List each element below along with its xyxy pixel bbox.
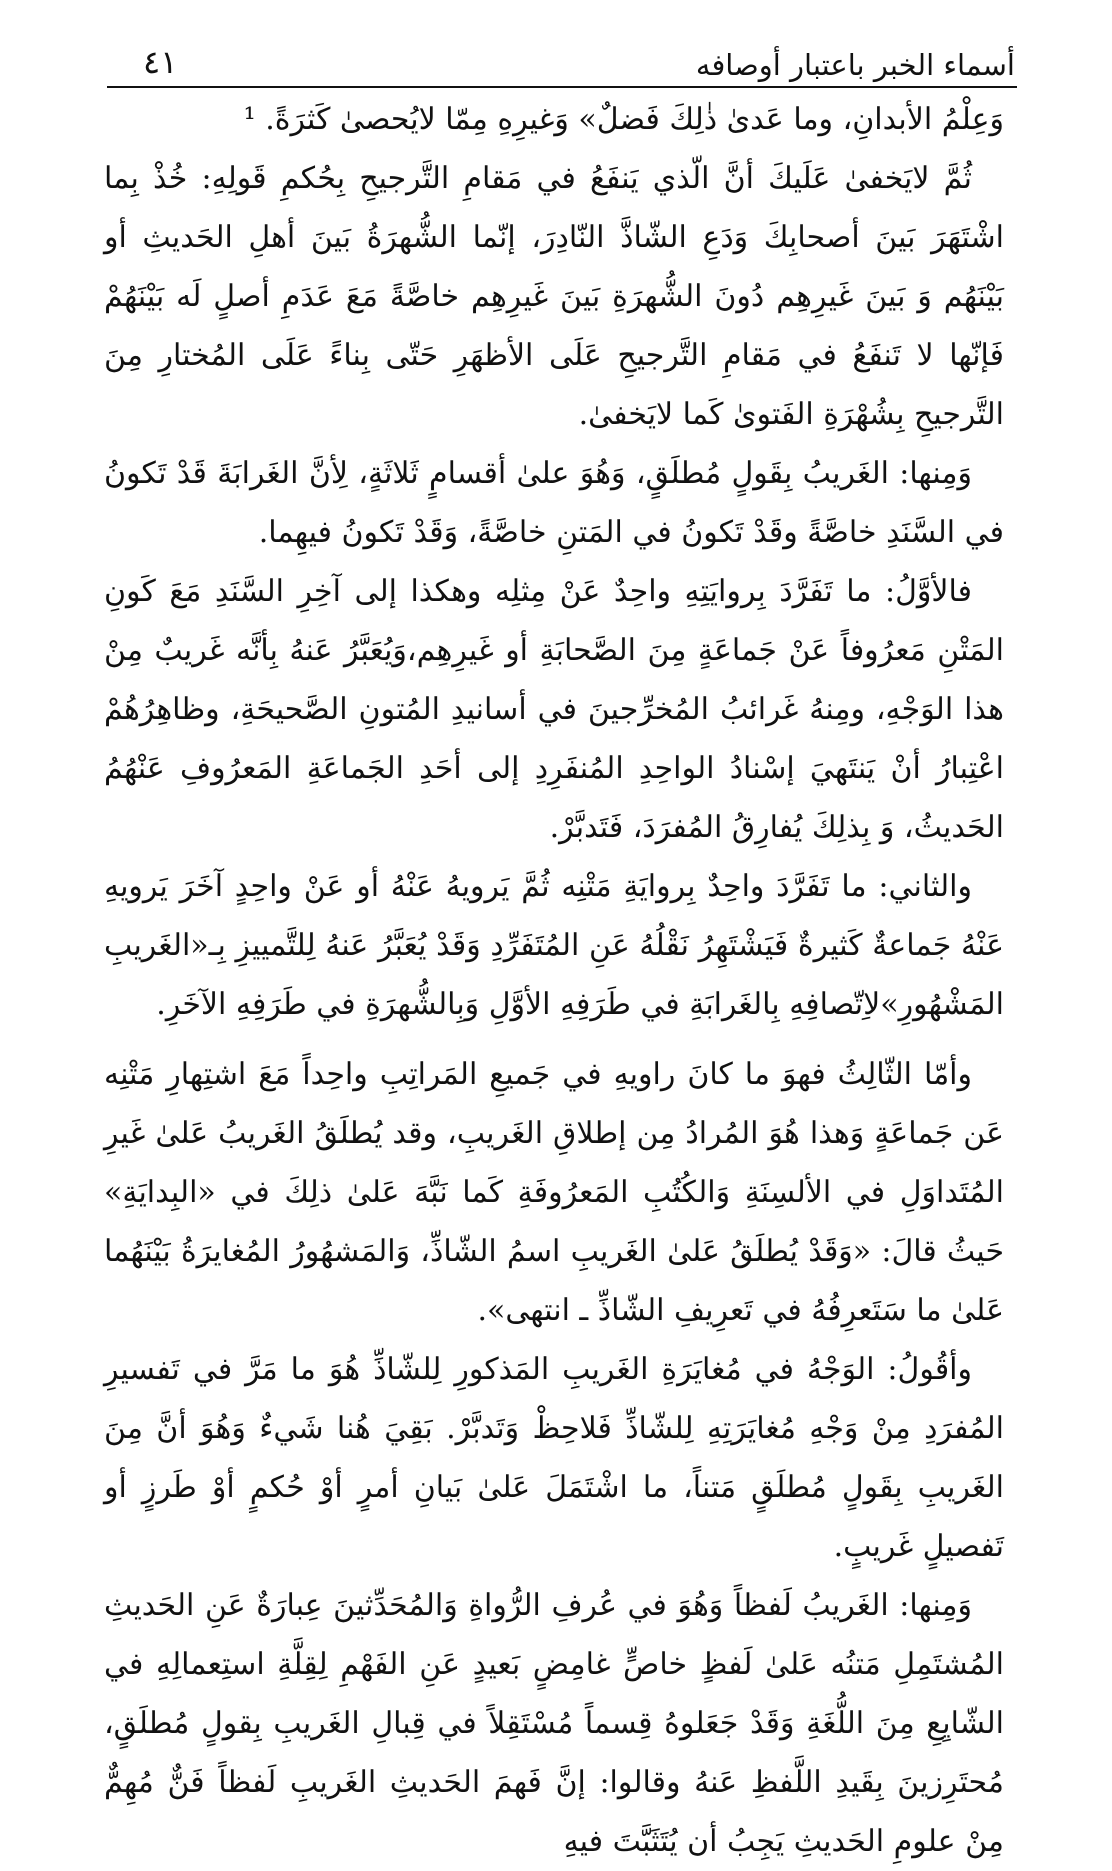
header-rule xyxy=(107,86,1017,88)
paragraph-5: والثاني: ما تَفَرَّدَ واحِدٌ بِروايَةِ مَتْنِه ثُمَّ يَرويهُ عَنْهُ أو عَنْ واحِدٍ آخَرَ يَرويهِ عَنْهُ جَماعةٌ كَثيرةٌ فَيَشْتَهِرُ نَقْلُهُ عَنِ المُتَفَرِّدِ وَقَدْ يُعَبَّرُ عَنهُ لِلتَّمييزِ بِـ«الغَريبِ المَشْهُورِ»لاِتّصافِهِ بِالغَرابَةِ في طَرَفِهِ الأوَّلِ وَبِالشُّهرَةِ في طَرَفِهِ الآخَرِ. xyxy=(104,869,1004,1022)
paragraph-1: وَعِلْمُ الأبدانِ، وما عَدىٰ ذٰلِكَ فَضلٌ» وَغيرِهِ مِمّا لايُحصىٰ كَثرَةً. ¹ xyxy=(243,102,1004,137)
text-body xyxy=(104,90,1005,1859)
paragraph-3: وَمِنها: الغَريبُ بِقَولٍ مُطلَقٍ، وَهُوَ علىٰ أقسامٍ ثَلاثَةٍ، لِأنَّ الغَرابَةَ قَدْ تَكونُ في السَّنَدِ خاصَّةً وقَدْ تَكونُ في المَتنِ خاصَّةً، وَقَدْ تَكونُ فيهِما. xyxy=(104,456,1004,550)
paragraph-7: وأقُولُ: الوَجْهُ في مُغايَرَةِ الغَريبِ المَذكورِ لِلشّاذِّ هُوَ ما مَرَّ في تَفسيرِ المُفرَدِ مِنْ وَجْهِ مُغايَرَتِهِ لِلشّاذِّ فَلاحِظْ وَتَدبَّرْ. بَقِيَ هُنا شَيءٌ وَهُوَ أنَّ مِنَ الغَريبِ بِقَولٍ مُطلَقٍ مَتناً، ما اشْتَمَلَ عَلىٰ بَيانِ أمرٍ أوْ حُكمٍ أوْ طَرزٍ أو تَفصيلٍ غَريبٍ. xyxy=(104,1352,1004,1564)
paragraph-4: فالأوَّلُ: ما تَفَرَّدَ بِروايَتِهِ واحِدٌ عَنْ مِثلِه وهكذا إلى آخِرِ السَّنَدِ مَعَ كَونِ المَتْنِ مَعرُوفاً عَنْ جَماعَةٍ مِنَ الصَّحابَةِ أو غَيرِهِم،وَيُعَبَّرُ عَنهُ بِأنَّه غَريبٌ مِنْ هذا الوَجْهِ، ومِنهُ غَرائبُ المُخرِّجينَ في أسانيدِ المُتونِ الصَّحيحَةِ، وظاهِرُهُمْ اعْتِبارُ أنْ يَنتَهيَ إسْنادُ الواحِدِ المُنفَرِدِ إلى أحَدِ الجَماعَةِ المَعرُوفِ عَنْهُمُ الحَديثُ، وَ بِذلِكَ يُفارِقُ المُفرَدَ، فَتَدبَّرْ. xyxy=(104,574,1004,845)
running-title: أسماء الخبر باعتبار أوصافه xyxy=(695,48,1015,82)
page-header xyxy=(105,40,1015,90)
page-number: ٤١ xyxy=(143,43,178,81)
paragraph-8: وَمِنها: الغَريبُ لَفظاً وَهُوَ في عُرفِ الرُّواةِ وَالمُحَدِّثينَ عِبارَةٌ عَنِ الحَديثِ المُشتَمِلِ مَتنُه عَلىٰ لَفظٍ خاصٍّ غامِضٍ بَعيدٍ عَنِ الفَهْمِ لِقِلَّةِ استِعمالِهِ في الشّايِعِ مِنَ اللُّغَةِ وَقَدْ جَعَلوهُ قِسماً مُسْتَقِلاً في قِبالِ الغَريبِ بِقولٍ مُطلَقٍ، مُحتَرِزينَ بِقَيدِ اللَّفظِ عَنهُ وقالوا: إنَّ فَهمَ الحَديثِ الغَريبِ لَفظاً فَنٌّ مُهِمٌّ مِنْ علومِ الحَديثِ يَجِبُ أن يُتَثَبَّتَ فيهِ xyxy=(104,1588,1004,1859)
paragraph-2: ثُمَّ لايَخفىٰ عَلَيكَ أنَّ الّذي يَنفَعُ في مَقامِ التَّرجيحِ بِحُكمِ قَولِهِ: خُذْ بِما اشْتَهَرَ بَينَ أصحابِكَ وَدَعِ الشّاذَّ النّادِرَ، إنّما الشُّهرَةُ بَينَ أهلِ الحَديثِ أو بَيْنَهُم وَ بَينَ غَيرِهِم دُونَ الشُّهرَةِ بَينَ غَيرِهِم خاصَّةً مَعَ عَدَمِ أصلٍ لَه بَيْنَهُمْ فَإنّها لا تَنفَعُ في مَقامِ التَّرجيحِ عَلَى الأظهَرِ حَتّى بِناءً عَلَى المُختارِ مِنَ التَّرجيحِ بِشُهْرَةِ الفَتوىٰ كَما لايَخفىٰ. xyxy=(104,161,1005,432)
paragraph-6: وأمّا الثّالِثُ فهوَ ما كانَ راويهِ في جَميعِ المَراتِبِ واحِداً مَعَ اشتِهارِ مَتْنِه عَن جَماعَةٍ وَهذا هُوَ المُرادُ مِن إطلاقِ الغَريبِ، وقد يُطلَقُ الغَريبُ عَلىٰ غَيرِ المُتَداوَلِ في الألسِنَةِ وَالكُتُبِ المَعرُوفَةِ كَما نَبَّهَ عَلىٰ ذلِكَ في «البِدايَةِ» حَيثُ قالَ: «وَقَدْ يُطلَقُ عَلىٰ الغَريبِ اسمُ الشّاذِّ، وَالمَشهُورُ المُغايرَةُ بَيْنَهُما عَلىٰ ما سَتَعرِفُهُ في تَعرِيفِ الشّاذِّ ـ انتهى». xyxy=(104,1057,1004,1328)
